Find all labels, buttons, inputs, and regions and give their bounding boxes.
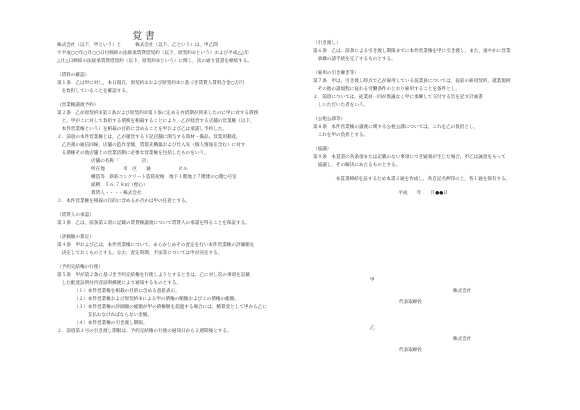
intro-line: 株式会社（以下，甲という）と 株式会社（以下，乙という）は，甲乙間 xyxy=(57,43,218,48)
article-6-cont: 承継の諸手続を完了するものとする。 xyxy=(313,57,396,62)
article-7-cont: しいただいた者をいう。 xyxy=(313,103,369,108)
party-a-representative: 代表取締役 xyxy=(399,300,422,305)
article-9-cont: 協議し，その解決にあたるものとする。 xyxy=(313,163,401,168)
section-heading: （協議） xyxy=(313,147,332,152)
article-2-para-2: ２．前項の本件営業権とは，乙が運営する下記店舗に関与する資材・備品，営業用動産， xyxy=(57,135,241,140)
store-location: 所在地 市 区 通 ビル xyxy=(91,167,188,172)
date-line: 平成 年 月●●日 xyxy=(398,191,448,196)
section-heading: （公租公課等） xyxy=(313,117,346,122)
store-lessor: 賃貸人・・・・株式会社 xyxy=(91,191,142,196)
article-2-cont: 本件営業権という）を相殺の目的に含めることを甲および乙は承諾し予約した。 xyxy=(57,127,227,132)
article-8: 第８条 本件営業権の譲渡に関する公租公課については，これを乙の負担とし， xyxy=(313,125,479,130)
article-7-para-2: ２．前項については，従業員一同が異議なく甲に承継して交付する旨を記す計画書 xyxy=(313,95,483,100)
intro-line: で平成○○年○月○○日付締結の法統承賃貸借契約（以下，原契約①という）および平成△△年 xyxy=(57,51,250,56)
article-5-item: （３）本件営業権の評価額の総額が甲の債権額を超過する場合には，精算金として甲から乙に xyxy=(74,305,267,310)
store-area: 面積 ５６.７８㎡（壁心） xyxy=(91,183,148,188)
party-b-company: 株式会社 xyxy=(453,337,472,342)
party-a-company: 株式会社 xyxy=(453,289,472,294)
closing-statement: 本覚書締結を証するため本書２通を作成し，各自記名押印の上，各１通を保有する。 xyxy=(335,177,511,182)
section-heading: （予約完結権の行使） xyxy=(57,265,103,270)
article-4: 第４条 甲および乙は，本件営業権について，あらかじめその査定を行い本件営業権の評価額を xyxy=(57,243,255,248)
article-8-cont: これを甲の負担とする。 xyxy=(313,133,369,138)
store-name: 店舗の名称「 店」 xyxy=(91,159,151,164)
party-b-representative: 代表取締役 xyxy=(399,348,422,353)
article-5-item: （４）本件営業権の引き渡し期限。 xyxy=(74,321,148,326)
section-heading: （賃料の確認） xyxy=(57,73,90,78)
section-heading: （評価額の算定） xyxy=(57,235,94,240)
article-6: 第６条 乙は，前条による引き渡し期限までに本件営業権を甲に引き渡し，また，速やかに営業 xyxy=(313,49,511,54)
article-7: 第７条 甲は，引き渡し時点で乙が雇用している従業員については，従前の雇用契約，就業規則 xyxy=(313,79,511,84)
article-7-cont: その他の諸規程に従わる労働条件のとおり雇用することを条件とし， xyxy=(313,87,461,92)
store-structure: 構造等 鉄筋コンクリート造陸屋根 地下１階地上７階建の○階○号室 xyxy=(91,175,237,180)
left-column xyxy=(57,42,287,336)
section-heading: （引き渡し） xyxy=(313,41,341,46)
article-5-para-2: ２．前項第１号の引き渡し期限は，予約完結権の行使の通知日から２週間後とする。 xyxy=(57,329,232,334)
article-5-item-cont: 支払わなければならない金額。 xyxy=(83,313,152,318)
article-5: 第５条 甲が第２条に基づき予約完結権を行使しようとするときは，乙に対し次の事項を記載 xyxy=(57,273,250,278)
article-9: 第９条 本覚書の各条項または記載のない事項につき疑義が生じた場合，甲乙は誠意をもって xyxy=(313,155,506,160)
right-column xyxy=(313,40,533,198)
intro-line: △月△日締結の法統承賃貸借契約（以下，原契約②という）に関し，次の通り覚書を締結する。 xyxy=(57,59,252,64)
article-4-cont: 決定しておくものとする。なお，査定時期，手法等については甲が決定する。 xyxy=(57,251,223,256)
section-heading: （営業権譲渡予約） xyxy=(57,103,99,108)
article-3: 第３条 乙は，前条第２項に記載の賃貸権譲渡について賃貸人の承諾を得ることを保証する。 xyxy=(57,221,250,226)
article-5-cont: した配達証明付内容証明郵便により通知するものとする。 xyxy=(57,281,182,286)
document-title: 覚書 xyxy=(132,31,158,42)
section-heading: （雇用の引き継ぎ等） xyxy=(313,71,359,76)
article-2-cont: 乙名義の通信回線，店舗の造作金額，賃借先構築および仕入先（個人情報を含む）に対す xyxy=(57,143,246,148)
article-5-item: （２）本件営業権および原契約②による甲の債権の額額およびこの債権の総額。 xyxy=(74,297,239,302)
article-1-cont: を負担していることを確認する。 xyxy=(57,89,131,94)
party-b-label: 乙 xyxy=(370,326,375,331)
party-a-label: 甲 xyxy=(370,278,375,283)
section-heading: （賃貸人の承認） xyxy=(57,213,94,218)
article-2: 第２条 乙が原契約②第３条および原契約②第３条に定める弁済期が到来したのに甲に対する債務 xyxy=(57,111,259,116)
article-2-cont: る債権その他店舗上の営業活動に必要な営業権を包括したものをいう。 xyxy=(57,151,209,156)
article-5-item: （１）本件営業権を相殺の目的に含める意思表示。 xyxy=(74,289,180,294)
article-2-cont: と，甲がこに対して負担する債務を相殺することにより，乙が経営する店舗の営業権（以下， xyxy=(57,119,255,124)
article-1: 第１条 乙は甲に対し，本日現在，原契約①および原契約②に基づき賃貸人賃料合金○万円 xyxy=(57,81,244,86)
article-2-para-3: ３．本件営業権を相殺の目的に含めるか否かは甲の任意とする。 xyxy=(57,199,191,204)
